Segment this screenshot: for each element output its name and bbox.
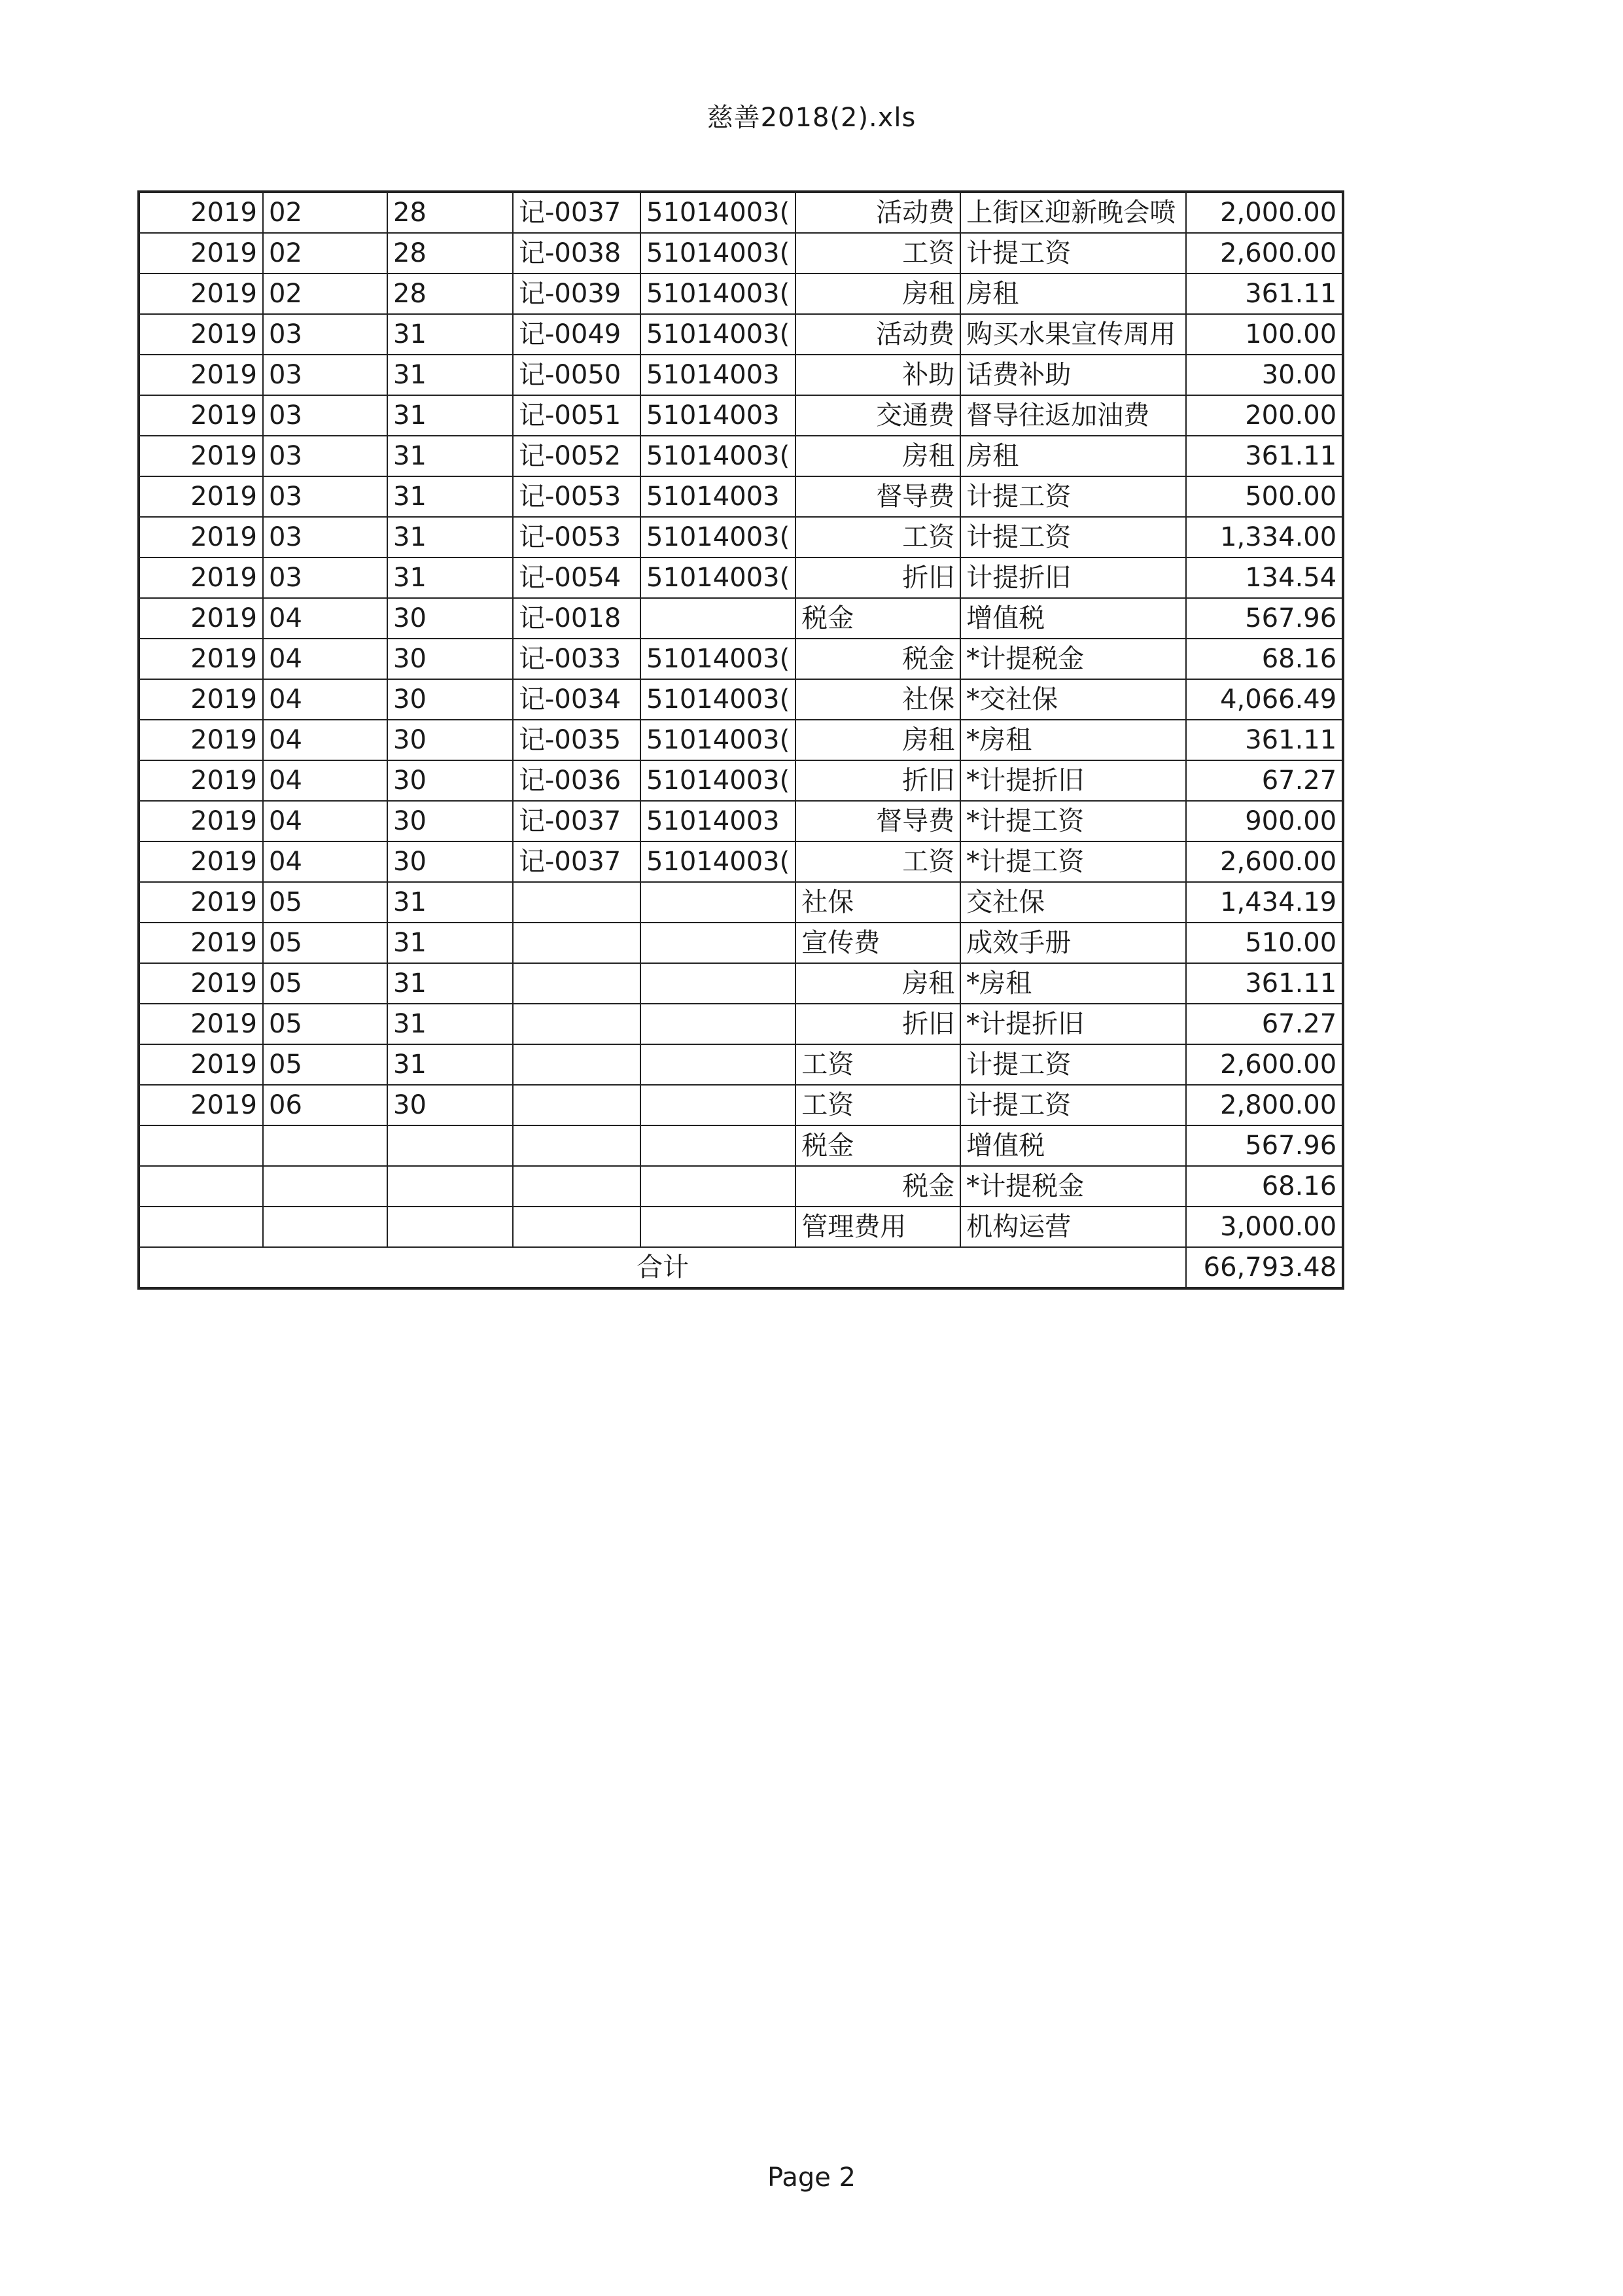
- table-row: [139, 517, 1343, 557]
- month-cell: 02: [263, 233, 387, 274]
- amount-cell: 900.00: [1186, 801, 1343, 841]
- account-cell: [640, 598, 795, 639]
- summary-cell: 计提工资: [960, 1044, 1186, 1085]
- amount-cell: 500.00: [1186, 476, 1343, 517]
- day-cell: 30: [387, 639, 513, 679]
- summary-cell: 计提工资: [960, 233, 1186, 274]
- table-row: [139, 882, 1343, 923]
- total-label: 合计: [139, 1247, 1186, 1288]
- amount-cell: 2,600.00: [1186, 1044, 1343, 1085]
- category-cell: 税金: [795, 1166, 960, 1207]
- category-cell: 管理费用: [795, 1207, 960, 1247]
- summary-cell: *计提折旧: [960, 760, 1186, 801]
- voucher-cell: 记-0049: [513, 314, 640, 355]
- category-cell: 工资: [795, 1085, 960, 1125]
- category-cell: 房租: [795, 274, 960, 314]
- voucher-cell: [513, 1085, 640, 1125]
- day-cell: 31: [387, 517, 513, 557]
- voucher-cell: 记-0018: [513, 598, 640, 639]
- voucher-cell: 记-0033: [513, 639, 640, 679]
- amount-cell: 68.16: [1186, 1166, 1343, 1207]
- amount-cell: 1,434.19: [1186, 882, 1343, 923]
- ledger-table: [137, 190, 1344, 1290]
- day-cell: 31: [387, 1004, 513, 1044]
- amount-cell: 30.00: [1186, 355, 1343, 395]
- month-cell: [263, 1207, 387, 1247]
- summary-cell: *计提工资: [960, 841, 1186, 882]
- month-cell: 05: [263, 923, 387, 963]
- summary-cell: *计提工资: [960, 801, 1186, 841]
- category-cell: 折旧: [795, 1004, 960, 1044]
- account-cell: 51014003: [640, 801, 795, 841]
- voucher-cell: 记-0037: [513, 801, 640, 841]
- summary-cell: *房租: [960, 963, 1186, 1004]
- account-cell: [640, 923, 795, 963]
- year-cell: 2019: [139, 314, 263, 355]
- account-cell: 51014003(: [640, 841, 795, 882]
- amount-cell: 361.11: [1186, 274, 1343, 314]
- day-cell: 31: [387, 923, 513, 963]
- category-cell: 社保: [795, 679, 960, 720]
- voucher-cell: 记-0054: [513, 557, 640, 598]
- month-cell: 03: [263, 395, 387, 436]
- voucher-cell: [513, 1125, 640, 1166]
- day-cell: 30: [387, 1085, 513, 1125]
- month-cell: 05: [263, 1004, 387, 1044]
- year-cell: 2019: [139, 598, 263, 639]
- month-cell: 04: [263, 760, 387, 801]
- table-row: [139, 355, 1343, 395]
- summary-cell: *计提税金: [960, 639, 1186, 679]
- amount-cell: 100.00: [1186, 314, 1343, 355]
- amount-cell: 68.16: [1186, 639, 1343, 679]
- month-cell: 03: [263, 355, 387, 395]
- amount-cell: 4,066.49: [1186, 679, 1343, 720]
- amount-cell: 134.54: [1186, 557, 1343, 598]
- account-cell: 51014003(: [640, 720, 795, 760]
- total-row: [139, 1247, 1343, 1288]
- category-cell: 税金: [795, 1125, 960, 1166]
- table-row: [139, 314, 1343, 355]
- month-cell: 03: [263, 436, 387, 476]
- month-cell: 04: [263, 841, 387, 882]
- account-cell: 51014003(: [640, 517, 795, 557]
- day-cell: 30: [387, 801, 513, 841]
- month-cell: 02: [263, 192, 387, 233]
- table-row: [139, 557, 1343, 598]
- day-cell: 31: [387, 476, 513, 517]
- month-cell: 04: [263, 639, 387, 679]
- amount-cell: 67.27: [1186, 1004, 1343, 1044]
- table-row: [139, 1085, 1343, 1125]
- day-cell: 31: [387, 436, 513, 476]
- summary-cell: 成效手册: [960, 923, 1186, 963]
- summary-cell: *计提折旧: [960, 1004, 1186, 1044]
- summary-cell: 督导往返加油费: [960, 395, 1186, 436]
- category-cell: 房租: [795, 436, 960, 476]
- month-cell: 03: [263, 517, 387, 557]
- voucher-cell: 记-0050: [513, 355, 640, 395]
- amount-cell: 200.00: [1186, 395, 1343, 436]
- account-cell: 51014003: [640, 476, 795, 517]
- table-row: [139, 1166, 1343, 1207]
- account-cell: [640, 963, 795, 1004]
- summary-cell: 机构运营: [960, 1207, 1186, 1247]
- category-cell: 社保: [795, 882, 960, 923]
- category-cell: 活动费: [795, 314, 960, 355]
- account-cell: 51014003(: [640, 192, 795, 233]
- account-cell: 51014003(: [640, 274, 795, 314]
- amount-cell: 2,600.00: [1186, 841, 1343, 882]
- amount-cell: 2,600.00: [1186, 233, 1343, 274]
- year-cell: 2019: [139, 233, 263, 274]
- category-cell: 税金: [795, 639, 960, 679]
- account-cell: 51014003(: [640, 314, 795, 355]
- year-cell: [139, 1166, 263, 1207]
- summary-cell: *房租: [960, 720, 1186, 760]
- account-cell: 51014003: [640, 395, 795, 436]
- category-cell: 折旧: [795, 557, 960, 598]
- year-cell: 2019: [139, 679, 263, 720]
- year-cell: 2019: [139, 760, 263, 801]
- amount-cell: 2,000.00: [1186, 192, 1343, 233]
- category-cell: 交通费: [795, 395, 960, 436]
- month-cell: 03: [263, 557, 387, 598]
- table-row: [139, 923, 1343, 963]
- voucher-cell: 记-0039: [513, 274, 640, 314]
- ledger-body: [139, 192, 1343, 1288]
- table-row: [139, 274, 1343, 314]
- month-cell: 05: [263, 963, 387, 1004]
- year-cell: 2019: [139, 476, 263, 517]
- account-cell: [640, 882, 795, 923]
- category-cell: 工资: [795, 841, 960, 882]
- voucher-cell: [513, 1044, 640, 1085]
- category-cell: 工资: [795, 517, 960, 557]
- year-cell: [139, 1125, 263, 1166]
- summary-cell: 增值税: [960, 598, 1186, 639]
- year-cell: 2019: [139, 274, 263, 314]
- voucher-cell: 记-0038: [513, 233, 640, 274]
- summary-cell: *计提税金: [960, 1166, 1186, 1207]
- category-cell: 折旧: [795, 760, 960, 801]
- day-cell: 30: [387, 679, 513, 720]
- voucher-cell: [513, 1207, 640, 1247]
- year-cell: 2019: [139, 192, 263, 233]
- amount-cell: 1,334.00: [1186, 517, 1343, 557]
- day-cell: 31: [387, 1044, 513, 1085]
- account-cell: 51014003(: [640, 639, 795, 679]
- summary-cell: 上街区迎新晚会喷: [960, 192, 1186, 233]
- page-number: Page 2: [767, 2163, 856, 2193]
- account-cell: 51014003(: [640, 760, 795, 801]
- year-cell: 2019: [139, 1085, 263, 1125]
- total-amount: 66,793.48: [1186, 1247, 1343, 1288]
- month-cell: 04: [263, 720, 387, 760]
- table-row: [139, 801, 1343, 841]
- category-cell: 工资: [795, 1044, 960, 1085]
- day-cell: 28: [387, 192, 513, 233]
- category-cell: 房租: [795, 963, 960, 1004]
- month-cell: 02: [263, 274, 387, 314]
- table-row: [139, 598, 1343, 639]
- amount-cell: 3,000.00: [1186, 1207, 1343, 1247]
- amount-cell: 361.11: [1186, 436, 1343, 476]
- summary-cell: 计提工资: [960, 517, 1186, 557]
- account-cell: 51014003(: [640, 436, 795, 476]
- day-cell: 31: [387, 963, 513, 1004]
- voucher-cell: [513, 1166, 640, 1207]
- category-cell: 房租: [795, 720, 960, 760]
- voucher-cell: 记-0035: [513, 720, 640, 760]
- day-cell: 30: [387, 841, 513, 882]
- table-row: [139, 192, 1343, 233]
- account-cell: 51014003: [640, 355, 795, 395]
- category-cell: 补助: [795, 355, 960, 395]
- account-cell: 51014003(: [640, 679, 795, 720]
- year-cell: [139, 1207, 263, 1247]
- account-cell: [640, 1085, 795, 1125]
- month-cell: 03: [263, 314, 387, 355]
- summary-cell: 计提工资: [960, 476, 1186, 517]
- account-cell: 51014003(: [640, 233, 795, 274]
- amount-cell: 2,800.00: [1186, 1085, 1343, 1125]
- table-row: [139, 436, 1343, 476]
- month-cell: 03: [263, 476, 387, 517]
- account-cell: [640, 1207, 795, 1247]
- category-cell: 督导费: [795, 801, 960, 841]
- month-cell: 04: [263, 598, 387, 639]
- year-cell: 2019: [139, 923, 263, 963]
- year-cell: 2019: [139, 963, 263, 1004]
- summary-cell: 房租: [960, 274, 1186, 314]
- account-cell: 51014003(: [640, 557, 795, 598]
- voucher-cell: 记-0052: [513, 436, 640, 476]
- month-cell: 04: [263, 679, 387, 720]
- table-row: [139, 1125, 1343, 1166]
- year-cell: 2019: [139, 882, 263, 923]
- amount-cell: 361.11: [1186, 963, 1343, 1004]
- amount-cell: 67.27: [1186, 760, 1343, 801]
- day-cell: 30: [387, 720, 513, 760]
- year-cell: 2019: [139, 1004, 263, 1044]
- table-row: [139, 963, 1343, 1004]
- day-cell: 31: [387, 557, 513, 598]
- day-cell: [387, 1125, 513, 1166]
- category-cell: 督导费: [795, 476, 960, 517]
- table-row: [139, 233, 1343, 274]
- month-cell: [263, 1166, 387, 1207]
- day-cell: 30: [387, 598, 513, 639]
- month-cell: 05: [263, 1044, 387, 1085]
- amount-cell: 567.96: [1186, 598, 1343, 639]
- day-cell: 31: [387, 882, 513, 923]
- summary-cell: 计提工资: [960, 1085, 1186, 1125]
- day-cell: 30: [387, 760, 513, 801]
- amount-cell: 361.11: [1186, 720, 1343, 760]
- summary-cell: *交社保: [960, 679, 1186, 720]
- summary-cell: 购买水果宣传周用: [960, 314, 1186, 355]
- voucher-cell: 记-0036: [513, 760, 640, 801]
- day-cell: 31: [387, 355, 513, 395]
- account-cell: [640, 1166, 795, 1207]
- voucher-cell: [513, 923, 640, 963]
- year-cell: 2019: [139, 801, 263, 841]
- year-cell: 2019: [139, 720, 263, 760]
- table-row: [139, 639, 1343, 679]
- summary-cell: 计提折旧: [960, 557, 1186, 598]
- table-row: [139, 476, 1343, 517]
- year-cell: 2019: [139, 517, 263, 557]
- year-cell: 2019: [139, 639, 263, 679]
- voucher-cell: 记-0037: [513, 192, 640, 233]
- category-cell: 税金: [795, 598, 960, 639]
- voucher-cell: 记-0037: [513, 841, 640, 882]
- category-cell: 活动费: [795, 192, 960, 233]
- table-row: [139, 1044, 1343, 1085]
- voucher-cell: [513, 963, 640, 1004]
- day-cell: [387, 1166, 513, 1207]
- month-cell: 04: [263, 801, 387, 841]
- summary-cell: 增值税: [960, 1125, 1186, 1166]
- document-title: 慈善2018(2).xls: [707, 103, 916, 133]
- month-cell: 06: [263, 1085, 387, 1125]
- amount-cell: 510.00: [1186, 923, 1343, 963]
- amount-cell: 567.96: [1186, 1125, 1343, 1166]
- table-row: [139, 395, 1343, 436]
- account-cell: [640, 1004, 795, 1044]
- year-cell: 2019: [139, 841, 263, 882]
- table-row: [139, 841, 1343, 882]
- month-cell: [263, 1125, 387, 1166]
- summary-cell: 话费补助: [960, 355, 1186, 395]
- category-cell: 工资: [795, 233, 960, 274]
- category-cell: 宣传费: [795, 923, 960, 963]
- account-cell: [640, 1044, 795, 1085]
- account-cell: [640, 1125, 795, 1166]
- table-row: [139, 679, 1343, 720]
- day-cell: [387, 1207, 513, 1247]
- summary-cell: 交社保: [960, 882, 1186, 923]
- table-row: [139, 1207, 1343, 1247]
- day-cell: 28: [387, 274, 513, 314]
- voucher-cell: [513, 882, 640, 923]
- voucher-cell: [513, 1004, 640, 1044]
- voucher-cell: 记-0034: [513, 679, 640, 720]
- day-cell: 31: [387, 314, 513, 355]
- voucher-cell: 记-0051: [513, 395, 640, 436]
- voucher-cell: 记-0053: [513, 476, 640, 517]
- voucher-cell: 记-0053: [513, 517, 640, 557]
- table-row: [139, 760, 1343, 801]
- summary-cell: 房租: [960, 436, 1186, 476]
- year-cell: 2019: [139, 395, 263, 436]
- table-row: [139, 1004, 1343, 1044]
- year-cell: 2019: [139, 436, 263, 476]
- year-cell: 2019: [139, 355, 263, 395]
- day-cell: 28: [387, 233, 513, 274]
- month-cell: 05: [263, 882, 387, 923]
- year-cell: 2019: [139, 1044, 263, 1085]
- year-cell: 2019: [139, 557, 263, 598]
- table-row: [139, 720, 1343, 760]
- day-cell: 31: [387, 395, 513, 436]
